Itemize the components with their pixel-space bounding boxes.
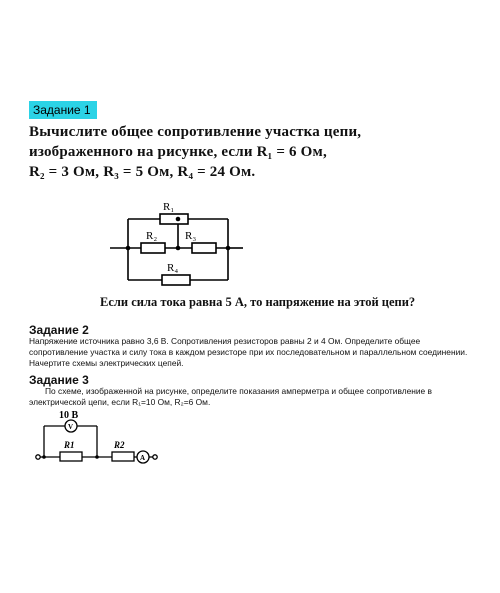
resistor-r1-task3 — [60, 452, 82, 461]
resistor-r1 — [160, 214, 188, 224]
resistor-r3 — [192, 243, 216, 253]
resistor-r2 — [141, 243, 165, 253]
task1-question: Если сила тока равна 5 А, то напряжение на этой цепи? — [100, 295, 416, 309]
label-r3: R₃ — [185, 230, 197, 242]
label-r1-task3: R1 — [64, 440, 75, 450]
task2-heading: Задание 2 — [29, 323, 89, 337]
label-r2: R₂ — [146, 230, 158, 242]
task3-circuit-diagram — [36, 410, 157, 463]
task2-text: Напряжение источника равно 3,6 В. Сопротивления резисторов равны 2 и 4 Ом. Определите общее сопротивление участка и силу тока в каждом резисторе при их последовательном и параллельном соединении. Начертите схемы электрических цепей. — [29, 336, 468, 368]
label-voltmeter: V — [68, 423, 74, 431]
task1-line-1: Вычислите общее сопротивление участка цепи, — [29, 124, 362, 140]
task1-badge: Задание 1 — [29, 101, 97, 119]
label-voltage: 10 В — [59, 410, 79, 421]
label-r2-task3: R2 — [114, 440, 125, 450]
label-r1: R₁ — [163, 201, 175, 213]
resistor-r2-task3 — [112, 452, 134, 461]
terminal-left — [36, 455, 40, 459]
task1-line-2: изображенного на рисунке, если R₁ = 6 Ом, — [29, 144, 327, 160]
label-ammeter: A — [140, 454, 146, 462]
label-r4: R₄ — [167, 262, 179, 274]
task1-line-3: R₂ = 3 Ом, R₃ = 5 Ом, R₄ = 24 Ом. — [29, 164, 256, 180]
task3-text: По схеме, изображенной на рисунке, определите показания амперметра и общее сопротивление в электрической цепи, если R₁=10 Ом, R₂=6 Ом. — [29, 386, 432, 407]
task3-heading: Задание 3 — [29, 373, 89, 387]
resistor-r4 — [162, 275, 190, 285]
